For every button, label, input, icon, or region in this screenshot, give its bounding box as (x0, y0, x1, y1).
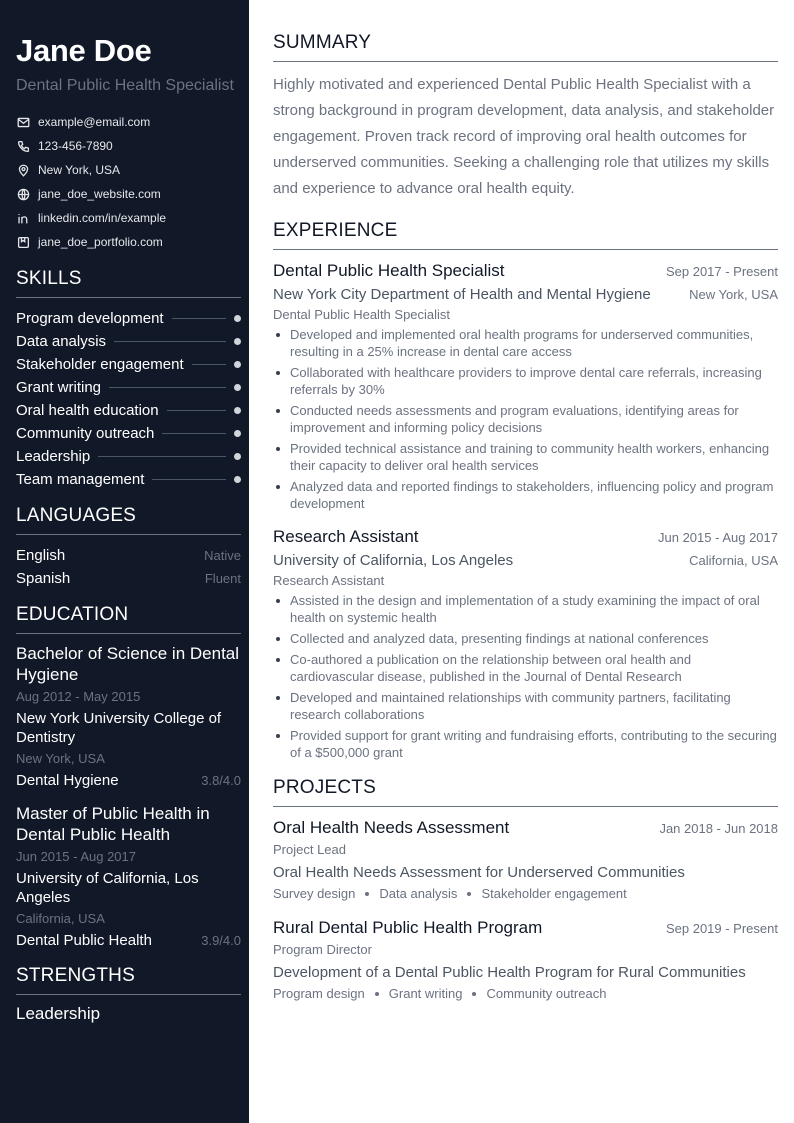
contact-linkedin[interactable] (16, 206, 241, 230)
skill-dot (234, 315, 241, 322)
tag-separator (472, 992, 476, 996)
project-description: Development of a Dental Public Health Program for Rural Communities (273, 964, 746, 981)
contact-phone[interactable] (16, 134, 241, 158)
tag-separator (375, 992, 379, 996)
education-school: University of California, Los Angeles (16, 870, 199, 906)
skill-label: Team management (16, 471, 145, 488)
project-tag: Survey design (273, 886, 356, 901)
education-school: New York University College of Dentistry (16, 710, 222, 746)
project-item (273, 817, 778, 903)
education-item (16, 643, 241, 791)
skill-divider (167, 410, 226, 411)
globe-icon (16, 187, 30, 201)
job-bullet: Conducted needs assessments and program evaluations, identifying areas for improvement and informing policy decisions (273, 402, 778, 436)
skill-dot (234, 430, 241, 437)
project-dates: Jan 2018 - Jun 2018 (659, 821, 778, 836)
skill-divider (114, 341, 226, 342)
summary-text: Highly motivated and experienced Dental Public Health Specialist with a strong background in program development, data analysis, and stakeholder engagement. Proven track record of improving oral health outcomes for underserved communities. Seeking a challenging role that utilizes my skills and experience to advance oral health equity. (273, 76, 775, 197)
projects-section (273, 777, 778, 1003)
education-field: Dental Public Health (16, 932, 152, 949)
mail-icon (16, 115, 30, 129)
language-item (16, 544, 241, 567)
contact-phone-text: 123-456-7890 (38, 139, 113, 153)
skill-dot (234, 338, 241, 345)
job-location: New York, USA (689, 287, 778, 302)
job-bullet: Provided technical assistance and training to community health workers, enhancing their capacity to deliver oral health services (273, 440, 778, 474)
skill-dot (234, 407, 241, 414)
skills-section (16, 268, 241, 491)
project-tags (273, 885, 778, 903)
project-role: Program Director (273, 942, 372, 957)
skill-divider (109, 387, 226, 388)
project-description: Oral Health Needs Assessment for Underserved Communities (273, 864, 685, 881)
education-dates: Aug 2012 - May 2015 (16, 689, 141, 704)
contact-email[interactable] (16, 110, 241, 134)
skill-divider (192, 364, 226, 365)
job-bullet: Assisted in the design and implementation of a study examining the impact of oral health on systemic health (273, 592, 778, 626)
job-bullets (273, 326, 778, 512)
skill-dot (234, 384, 241, 391)
skill-item (16, 353, 241, 376)
project-tag: Program design (273, 986, 365, 1001)
experience-item (273, 526, 778, 761)
skill-divider (172, 318, 226, 319)
language-level: Native (204, 548, 241, 563)
tag-separator (467, 892, 471, 896)
job-title: Research Assistant (273, 527, 419, 546)
contact-portfolio[interactable] (16, 230, 241, 254)
project-tag: Grant writing (388, 986, 463, 1001)
contact-portfolio-text: jane_doe_portfolio.com (38, 235, 163, 249)
project-tag: Data analysis (379, 886, 458, 901)
skill-label: Stakeholder engagement (16, 356, 184, 373)
languages-heading: LANGUAGES (16, 505, 241, 535)
project-title: Oral Health Needs Assessment (273, 818, 510, 837)
project-tag: Stakeholder engagement (481, 886, 627, 901)
education-dates: Jun 2015 - Aug 2017 (16, 849, 136, 864)
job-bullets (273, 592, 778, 761)
contact-website-text: jane_doe_website.com (38, 187, 161, 201)
project-item (273, 917, 778, 1003)
education-field-row (16, 931, 241, 951)
job-dates: Jun 2015 - Aug 2017 (658, 530, 778, 545)
skill-label: Leadership (16, 448, 91, 465)
skill-label: Program development (16, 310, 164, 327)
job-bullet: Collaborated with healthcare providers to improve dental care referrals, increasing referrals by 30% (273, 364, 778, 398)
summary-section (273, 32, 778, 202)
experience-section (273, 220, 778, 761)
education-location: California, USA (16, 911, 105, 926)
skills-heading: SKILLS (16, 268, 241, 298)
job-bullet: Developed and implemented oral health programs for underserved communities, resulting in a 25% increase in dental care access (273, 326, 778, 360)
skill-divider (98, 456, 226, 457)
contact-list (16, 110, 241, 254)
job-position: Dental Public Health Specialist (273, 307, 451, 322)
skill-dot (234, 361, 241, 368)
candidate-name: Jane Doe (16, 33, 152, 68)
skill-item (16, 468, 241, 491)
summary-heading: SUMMARY (273, 32, 778, 62)
experience-heading: EXPERIENCE (273, 220, 778, 250)
job-bullet: Collected and analyzed data, presenting findings at national conferences (273, 630, 778, 647)
contact-linkedin-text: linkedin.com/in/example (38, 211, 167, 225)
job-bullet: Provided support for grant writing and fundraising efforts, contributing to the securing of a $500,000 grant (273, 727, 778, 761)
language-item (16, 567, 241, 590)
tag-separator (365, 892, 369, 896)
skill-item (16, 445, 241, 468)
education-heading: EDUCATION (16, 604, 241, 634)
sidebar (0, 0, 249, 1123)
job-bullet: Analyzed data and reported findings to stakeholders, influencing policy and program development (273, 478, 778, 512)
job-organization: New York City Department of Health and Mental Hygiene (273, 286, 651, 303)
skill-label: Oral health education (16, 402, 159, 419)
job-title: Dental Public Health Specialist (273, 261, 505, 280)
education-field-row (16, 771, 241, 791)
job-bullet: Co-authored a publication on the relationship between oral health and cardiovascular disease, published in the Journal of Dental Research (273, 651, 778, 685)
skill-item (16, 399, 241, 422)
skill-label: Grant writing (16, 379, 102, 396)
main-content (273, 32, 778, 1011)
language-name: Spanish (16, 570, 71, 587)
education-gpa: 3.8/4.0 (201, 773, 241, 788)
job-position: Research Assistant (273, 573, 385, 588)
education-item (16, 803, 241, 951)
languages-section (16, 505, 241, 590)
skill-dot (234, 453, 241, 460)
skill-divider (152, 479, 226, 480)
skill-item (16, 307, 241, 330)
candidate-role: Dental Public Health Specialist (16, 77, 234, 94)
skill-label: Data analysis (16, 333, 107, 350)
strengths-section (16, 965, 241, 1024)
project-dates: Sep 2019 - Present (665, 921, 778, 936)
contact-website[interactable] (16, 182, 241, 206)
phone-icon (16, 139, 30, 153)
education-gpa: 3.9/4.0 (201, 933, 241, 948)
education-section (16, 604, 241, 951)
strengths-heading: STRENGTHS (16, 965, 241, 995)
project-tag: Community outreach (486, 986, 607, 1001)
education-field: Dental Hygiene (16, 772, 119, 789)
contact-location-text: New York, USA (38, 163, 121, 177)
education-degree: Master of Public Health in Dental Public Health (16, 804, 210, 844)
job-bullet: Developed and maintained relationships with community partners, facilitating research collaborations (273, 689, 778, 723)
strength-item: Leadership (16, 1004, 101, 1023)
language-name: English (16, 547, 66, 564)
education-degree: Bachelor of Science in Dental Hygiene (16, 644, 240, 684)
job-location: California, USA (689, 553, 778, 568)
contact-location (16, 158, 241, 182)
education-location: New York, USA (16, 751, 105, 766)
skill-item (16, 422, 241, 445)
linkedin-icon (16, 211, 30, 225)
experience-item (273, 260, 778, 512)
project-tags (273, 985, 778, 1003)
job-dates: Sep 2017 - Present (665, 264, 778, 279)
skill-item (16, 330, 241, 353)
portfolio-icon (16, 235, 30, 249)
skill-divider (162, 433, 226, 434)
contact-email-text: example@email.com (38, 115, 151, 129)
skill-dot (234, 476, 241, 483)
project-title: Rural Dental Public Health Program (273, 918, 543, 937)
language-level: Fluent (204, 571, 241, 586)
projects-heading: PROJECTS (273, 777, 778, 807)
skill-label: Community outreach (16, 425, 155, 442)
location-icon (16, 163, 30, 177)
skill-item (16, 376, 241, 399)
job-organization: University of California, Los Angeles (273, 552, 514, 569)
project-role: Project Lead (273, 842, 346, 857)
